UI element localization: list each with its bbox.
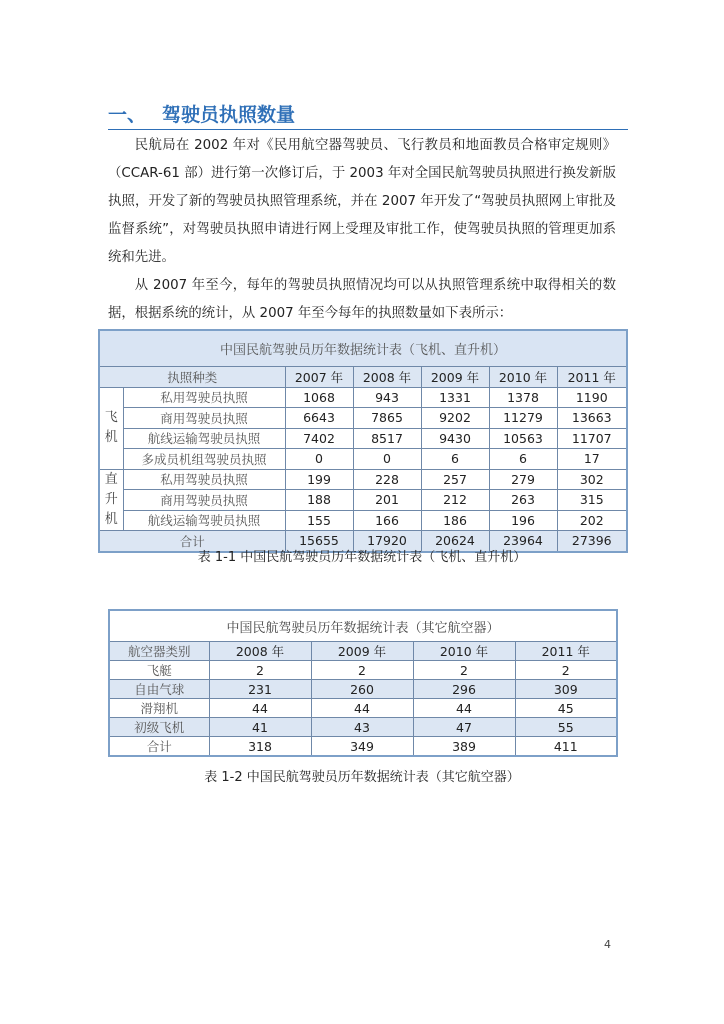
header-year: 2008 年 (353, 367, 421, 388)
row-label: 商用驾驶员执照 (123, 490, 285, 511)
cell: 7865 (353, 408, 421, 429)
header-year: 2011 年 (557, 367, 627, 388)
row-label: 飞艇 (109, 661, 209, 680)
row-label: 航线运输驾驶员执照 (123, 428, 285, 449)
table-row (99, 408, 627, 429)
cell: 1331 (421, 387, 489, 408)
table-caption: 表 1-2 中国民航驾驶员历年数据统计表（其它航空器） (204, 770, 520, 785)
cell: 11707 (557, 428, 627, 449)
table-row (99, 428, 627, 449)
cell: 315 (557, 490, 627, 511)
cell: 9202 (421, 408, 489, 429)
table-row (109, 680, 617, 699)
total-label: 合计 (99, 531, 285, 552)
cell: 13663 (557, 408, 627, 429)
cell: 10563 (489, 428, 557, 449)
total-cell: 318 (209, 737, 311, 757)
section-heading (108, 96, 628, 130)
cell: 260 (311, 680, 413, 699)
table-title: 中国民航驾驶员历年数据统计表（其它航空器） (109, 610, 617, 642)
cell: 6 (489, 449, 557, 470)
cell: 296 (413, 680, 515, 699)
cell: 6643 (285, 408, 353, 429)
header-year: 2009 年 (421, 367, 489, 388)
cell: 309 (515, 680, 617, 699)
cell: 0 (285, 449, 353, 470)
total-cell: 20624 (421, 531, 489, 552)
cell: 2 (515, 661, 617, 680)
section-number: 一、 (108, 104, 147, 126)
table-row (99, 469, 627, 490)
cell: 55 (515, 718, 617, 737)
total-cell: 349 (311, 737, 413, 757)
cell: 228 (353, 469, 421, 490)
row-label: 私用驾驶员执照 (123, 387, 285, 408)
cell: 212 (421, 490, 489, 511)
header-year: 2010 年 (413, 642, 515, 661)
cell: 2 (311, 661, 413, 680)
group-label-airplane: 飞机 (99, 387, 123, 469)
table-header-row (99, 367, 627, 388)
cell: 188 (285, 490, 353, 511)
row-label: 滑翔机 (109, 699, 209, 718)
cell: 202 (557, 510, 627, 531)
page-number: 4 (604, 938, 611, 951)
cell: 257 (421, 469, 489, 490)
cell: 196 (489, 510, 557, 531)
cell: 43 (311, 718, 413, 737)
cell: 6 (421, 449, 489, 470)
cell: 302 (557, 469, 627, 490)
row-label: 私用驾驶员执照 (123, 469, 285, 490)
table-row (109, 699, 617, 718)
row-label: 初级飞机 (109, 718, 209, 737)
header-license-type: 执照种类 (99, 367, 285, 388)
cell: 47 (413, 718, 515, 737)
cell: 1378 (489, 387, 557, 408)
header-aircraft-category: 航空器类别 (109, 642, 209, 661)
total-cell: 15655 (285, 531, 353, 552)
cell: 943 (353, 387, 421, 408)
body-paragraph: 从 2007 年至今，每年的驾驶员执照情况均可以从执照管理系统中取得相关的数据，根据系统的统计，从 2007 年至今每年的执照数量如下表所示： (108, 278, 616, 321)
cell: 44 (311, 699, 413, 718)
pilot-license-table-aircraft (98, 329, 628, 553)
table-row (109, 718, 617, 737)
total-cell: 27396 (557, 531, 627, 552)
cell: 8517 (353, 428, 421, 449)
cell: 41 (209, 718, 311, 737)
table-header-row (109, 642, 617, 661)
cell: 263 (489, 490, 557, 511)
cell: 0 (353, 449, 421, 470)
cell: 199 (285, 469, 353, 490)
table-row (99, 490, 627, 511)
row-label: 商用驾驶员执照 (123, 408, 285, 429)
cell: 231 (209, 680, 311, 699)
cell: 155 (285, 510, 353, 531)
cell: 186 (421, 510, 489, 531)
cell: 11279 (489, 408, 557, 429)
group-label-helicopter: 直升机 (99, 469, 123, 531)
cell: 7402 (285, 428, 353, 449)
total-cell: 411 (515, 737, 617, 757)
body-paragraph: 民航局在 2002 年对《民用航空器驾驶员、飞行教员和地面教员合格审定规则》（CCAR-61 部）进行第一次修订后，于 2003 年对全国民航驾驶员执照进行换发新版执照，开发了新的驾驶员执照管理系统，并在 2007 年开发了“驾驶员执照网上审批及监督系统”，对驾驶员执照申请进行网上受理及审批工作，使驾驶员执照的管理更加系统和先进。 (108, 138, 616, 265)
row-label: 多成员机组驾驶员执照 (123, 449, 285, 470)
table-row (99, 387, 627, 408)
cell: 45 (515, 699, 617, 718)
cell: 44 (413, 699, 515, 718)
cell: 166 (353, 510, 421, 531)
total-cell: 389 (413, 737, 515, 757)
header-year: 2011 年 (515, 642, 617, 661)
table-row (109, 661, 617, 680)
total-cell: 23964 (489, 531, 557, 552)
heading-underline (108, 129, 628, 130)
header-year: 2008 年 (209, 642, 311, 661)
row-label: 自由气球 (109, 680, 209, 699)
pilot-license-table-other-aircraft (108, 609, 618, 757)
cell: 279 (489, 469, 557, 490)
table-row (99, 449, 627, 470)
total-cell: 17920 (353, 531, 421, 552)
row-label: 航线运输驾驶员执照 (123, 510, 285, 531)
header-year: 2010 年 (489, 367, 557, 388)
cell: 2 (209, 661, 311, 680)
table-total-row (109, 737, 617, 757)
total-label: 合计 (109, 737, 209, 757)
cell: 9430 (421, 428, 489, 449)
section-title: 驾驶员执照数量 (162, 104, 296, 126)
header-year: 2007 年 (285, 367, 353, 388)
table-row (99, 510, 627, 531)
cell: 1068 (285, 387, 353, 408)
cell: 2 (413, 661, 515, 680)
table-caption: 表 1-1 中国民航驾驶员历年数据统计表（飞机、直升机） (197, 550, 527, 565)
table-title: 中国民航驾驶员历年数据统计表（飞机、直升机） (99, 330, 627, 367)
cell: 17 (557, 449, 627, 470)
header-year: 2009 年 (311, 642, 413, 661)
cell: 1190 (557, 387, 627, 408)
cell: 201 (353, 490, 421, 511)
cell: 44 (209, 699, 311, 718)
